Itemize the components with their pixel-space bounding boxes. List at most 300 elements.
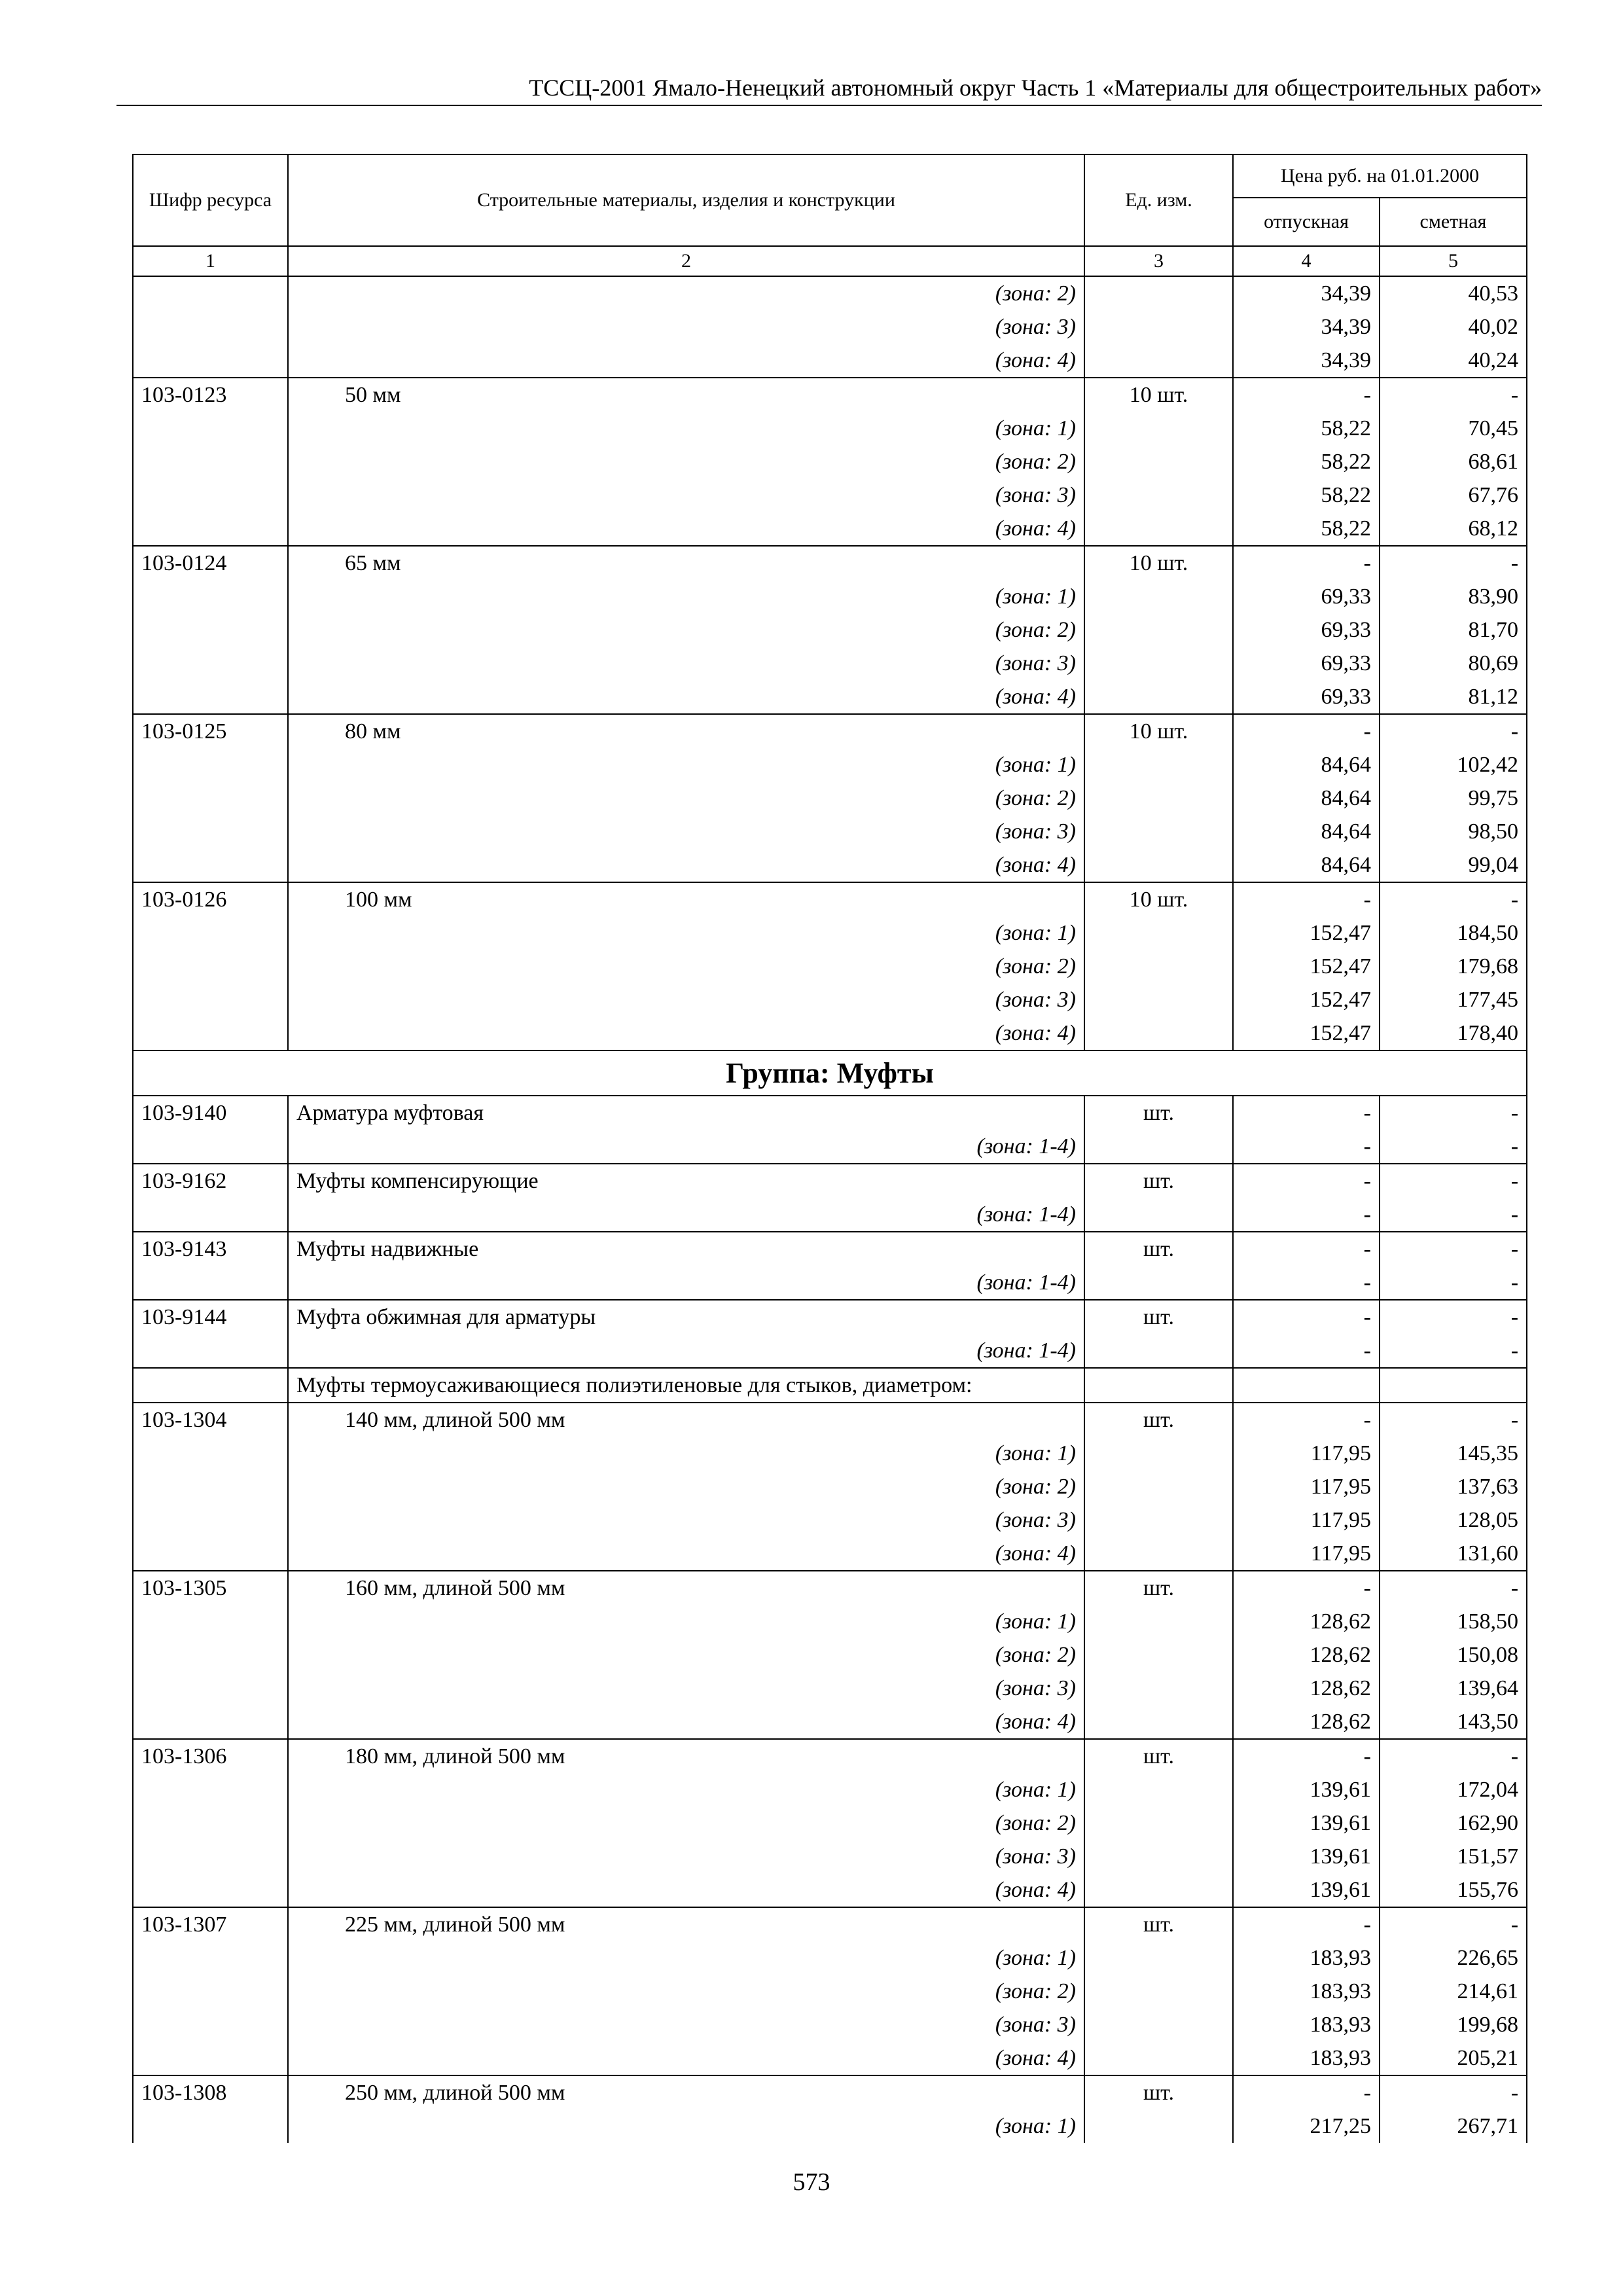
unit-of-measure bbox=[1084, 1605, 1233, 1638]
zone-row bbox=[133, 1537, 1527, 1571]
release-price: 34,39 bbox=[1233, 344, 1380, 378]
resource-code bbox=[133, 1334, 288, 1368]
estimate-price: - bbox=[1380, 1907, 1527, 1941]
table-row bbox=[133, 378, 1527, 412]
resource-code: 103-1308 bbox=[133, 2075, 288, 2109]
release-price: 84,64 bbox=[1233, 815, 1380, 848]
resource-code bbox=[133, 1130, 288, 1164]
zone-label: (зона: 2) bbox=[288, 613, 1084, 647]
unit-of-measure bbox=[1084, 445, 1233, 478]
release-price: - bbox=[1233, 1739, 1380, 1773]
zone-row bbox=[133, 916, 1527, 950]
column-number: 2 bbox=[288, 246, 1084, 276]
release-price: 183,93 bbox=[1233, 2008, 1380, 2041]
zone-row bbox=[133, 1266, 1527, 1300]
estimate-price bbox=[1380, 1368, 1527, 1403]
unit-of-measure bbox=[1084, 815, 1233, 848]
release-price: 34,39 bbox=[1233, 276, 1380, 310]
resource-code bbox=[133, 916, 288, 950]
zone-label: (зона: 1) bbox=[288, 580, 1084, 613]
unit-of-measure bbox=[1084, 2008, 1233, 2041]
table-body bbox=[133, 276, 1527, 2143]
zone-row bbox=[133, 512, 1527, 546]
zone-label: (зона: 2) bbox=[288, 1470, 1084, 1503]
release-price: 117,95 bbox=[1233, 1470, 1380, 1503]
resource-code bbox=[133, 848, 288, 882]
zone-row bbox=[133, 580, 1527, 613]
unit-of-measure bbox=[1084, 478, 1233, 512]
header-estimate-price: сметная bbox=[1380, 198, 1527, 246]
unit-of-measure bbox=[1084, 1840, 1233, 1873]
zone-label: (зона: 4) bbox=[288, 512, 1084, 546]
group-heading-row bbox=[133, 1050, 1527, 1096]
header-unit: Ед. изм. bbox=[1084, 154, 1233, 246]
estimate-price: 99,75 bbox=[1380, 781, 1527, 815]
unit-of-measure bbox=[1084, 1437, 1233, 1470]
table-row bbox=[133, 1739, 1527, 1773]
zone-row bbox=[133, 276, 1527, 310]
unit-of-measure bbox=[1084, 2109, 1233, 2143]
release-price: 139,61 bbox=[1233, 1806, 1380, 1840]
zone-label: (зона: 1-4) bbox=[288, 1198, 1084, 1232]
zone-row bbox=[133, 1198, 1527, 1232]
estimate-price: 83,90 bbox=[1380, 580, 1527, 613]
estimate-price: - bbox=[1380, 2075, 1527, 2109]
estimate-price: 162,90 bbox=[1380, 1806, 1527, 1840]
estimate-price: 214,61 bbox=[1380, 1975, 1527, 2008]
header-name: Строительные материалы, изделия и конструкции bbox=[288, 154, 1084, 246]
resource-code bbox=[133, 1773, 288, 1806]
zone-label: (зона: 1-4) bbox=[288, 1266, 1084, 1300]
zone-label: (зона: 4) bbox=[288, 1016, 1084, 1050]
release-price: 69,33 bbox=[1233, 580, 1380, 613]
estimate-price: 70,45 bbox=[1380, 412, 1527, 445]
unit-of-measure bbox=[1084, 412, 1233, 445]
release-price: 183,93 bbox=[1233, 1941, 1380, 1975]
unit-of-measure bbox=[1084, 916, 1233, 950]
estimate-price: 40,02 bbox=[1380, 310, 1527, 344]
resource-code bbox=[133, 680, 288, 714]
zone-label: (зона: 1) bbox=[288, 1941, 1084, 1975]
release-price: 152,47 bbox=[1233, 950, 1380, 983]
zone-row bbox=[133, 1130, 1527, 1164]
unit-of-measure bbox=[1084, 344, 1233, 378]
release-price: 58,22 bbox=[1233, 478, 1380, 512]
zone-row bbox=[133, 412, 1527, 445]
estimate-price: - bbox=[1380, 378, 1527, 412]
unit-of-measure bbox=[1084, 613, 1233, 647]
unit-of-measure bbox=[1084, 1334, 1233, 1368]
resource-code bbox=[133, 512, 288, 546]
resource-code: 103-0126 bbox=[133, 882, 288, 916]
zone-label: (зона: 2) bbox=[288, 276, 1084, 310]
estimate-price: 40,53 bbox=[1380, 276, 1527, 310]
unit-of-measure: шт. bbox=[1084, 1571, 1233, 1605]
table-header bbox=[133, 154, 1527, 276]
resource-code bbox=[133, 1840, 288, 1873]
zone-label: (зона: 4) bbox=[288, 1537, 1084, 1571]
resource-code: 103-9144 bbox=[133, 1300, 288, 1334]
unit-of-measure: 10 шт. bbox=[1084, 546, 1233, 580]
unit-of-measure bbox=[1084, 848, 1233, 882]
resource-code bbox=[133, 445, 288, 478]
unit-of-measure bbox=[1084, 276, 1233, 310]
unit-of-measure bbox=[1084, 1672, 1233, 1705]
release-price: - bbox=[1233, 1266, 1380, 1300]
zone-label: (зона: 3) bbox=[288, 310, 1084, 344]
resource-code bbox=[133, 412, 288, 445]
release-price: - bbox=[1233, 2075, 1380, 2109]
table-row bbox=[133, 1403, 1527, 1437]
estimate-price: - bbox=[1380, 1198, 1527, 1232]
unit-of-measure bbox=[1084, 647, 1233, 680]
estimate-price: 139,64 bbox=[1380, 1672, 1527, 1705]
resource-code bbox=[133, 344, 288, 378]
release-price: - bbox=[1233, 1300, 1380, 1334]
column-number: 4 bbox=[1233, 246, 1380, 276]
zone-label: (зона: 1) bbox=[288, 1437, 1084, 1470]
unit-of-measure bbox=[1084, 2041, 1233, 2075]
zone-label: (зона: 3) bbox=[288, 983, 1084, 1016]
release-price: - bbox=[1233, 714, 1380, 748]
material-name: Муфта обжимная для арматуры bbox=[288, 1300, 1084, 1334]
zone-label: (зона: 4) bbox=[288, 2041, 1084, 2075]
unit-of-measure bbox=[1084, 1537, 1233, 1571]
resource-code: 103-9162 bbox=[133, 1164, 288, 1198]
table-row bbox=[133, 1368, 1527, 1403]
column-number: 5 bbox=[1380, 246, 1527, 276]
zone-row bbox=[133, 1705, 1527, 1739]
resource-code bbox=[133, 478, 288, 512]
zone-row bbox=[133, 310, 1527, 344]
estimate-price: 199,68 bbox=[1380, 2008, 1527, 2041]
unit-of-measure bbox=[1084, 580, 1233, 613]
zone-label: (зона: 2) bbox=[288, 1806, 1084, 1840]
material-name: 50 мм bbox=[288, 378, 1084, 412]
page-number: 573 bbox=[793, 2168, 830, 2196]
material-name: 160 мм, длиной 500 мм bbox=[288, 1571, 1084, 1605]
group-heading: Группа: Муфты bbox=[133, 1050, 1527, 1096]
resource-code bbox=[133, 1368, 288, 1403]
zone-row bbox=[133, 680, 1527, 714]
unit-of-measure: шт. bbox=[1084, 1739, 1233, 1773]
estimate-price: 178,40 bbox=[1380, 1016, 1527, 1050]
estimate-price: - bbox=[1380, 882, 1527, 916]
zone-row bbox=[133, 1941, 1527, 1975]
estimate-price: 68,12 bbox=[1380, 512, 1527, 546]
unit-of-measure bbox=[1084, 1705, 1233, 1739]
release-price: 139,61 bbox=[1233, 1840, 1380, 1873]
release-price: 58,22 bbox=[1233, 445, 1380, 478]
page-header-title: ТССЦ-2001 Ямало-Ненецкий автономный округ Часть 1 «Материалы для общестроительных работ» bbox=[529, 75, 1542, 101]
material-name: 100 мм bbox=[288, 882, 1084, 916]
resource-code bbox=[133, 1605, 288, 1638]
estimate-price: 177,45 bbox=[1380, 983, 1527, 1016]
zone-row bbox=[133, 815, 1527, 848]
table-row bbox=[133, 1164, 1527, 1198]
release-price: 152,47 bbox=[1233, 1016, 1380, 1050]
table-row bbox=[133, 546, 1527, 580]
zone-label: (зона: 2) bbox=[288, 950, 1084, 983]
zone-label: (зона: 2) bbox=[288, 1975, 1084, 2008]
table-row bbox=[133, 1300, 1527, 1334]
unit-of-measure bbox=[1084, 781, 1233, 815]
unit-of-measure bbox=[1084, 983, 1233, 1016]
resource-code: 103-1304 bbox=[133, 1403, 288, 1437]
unit-of-measure: 10 шт. bbox=[1084, 714, 1233, 748]
release-price: 183,93 bbox=[1233, 2041, 1380, 2075]
unit-of-measure bbox=[1084, 1873, 1233, 1907]
unit-of-measure: шт. bbox=[1084, 1403, 1233, 1437]
resource-code: 103-0123 bbox=[133, 378, 288, 412]
resource-code: 103-0125 bbox=[133, 714, 288, 748]
estimate-price: - bbox=[1380, 1266, 1527, 1300]
release-price: 139,61 bbox=[1233, 1773, 1380, 1806]
resource-code bbox=[133, 1016, 288, 1050]
resource-code bbox=[133, 1470, 288, 1503]
resource-code: 103-0124 bbox=[133, 546, 288, 580]
material-name: 250 мм, длиной 500 мм bbox=[288, 2075, 1084, 2109]
release-price: 34,39 bbox=[1233, 310, 1380, 344]
release-price: 84,64 bbox=[1233, 848, 1380, 882]
release-price: 183,93 bbox=[1233, 1975, 1380, 2008]
release-price: - bbox=[1233, 1198, 1380, 1232]
zone-label: (зона: 4) bbox=[288, 848, 1084, 882]
unit-of-measure bbox=[1084, 1503, 1233, 1537]
table-row bbox=[133, 2075, 1527, 2109]
estimate-price: 158,50 bbox=[1380, 1605, 1527, 1638]
resource-code bbox=[133, 1537, 288, 1571]
zone-label: (зона: 1) bbox=[288, 1773, 1084, 1806]
release-price: 58,22 bbox=[1233, 512, 1380, 546]
zone-row bbox=[133, 848, 1527, 882]
unit-of-measure: шт. bbox=[1084, 1164, 1233, 1198]
unit-of-measure bbox=[1084, 680, 1233, 714]
resource-code bbox=[133, 748, 288, 781]
resource-code bbox=[133, 1503, 288, 1537]
unit-of-measure: шт. bbox=[1084, 1300, 1233, 1334]
release-price: - bbox=[1233, 378, 1380, 412]
release-price: 128,62 bbox=[1233, 1605, 1380, 1638]
table-row bbox=[133, 1907, 1527, 1941]
zone-label: (зона: 1) bbox=[288, 748, 1084, 781]
resource-code bbox=[133, 1266, 288, 1300]
release-price: - bbox=[1233, 1232, 1380, 1266]
table-row bbox=[133, 1096, 1527, 1130]
resource-code: 103-1306 bbox=[133, 1739, 288, 1773]
release-price: - bbox=[1233, 882, 1380, 916]
release-price: 84,64 bbox=[1233, 748, 1380, 781]
release-price bbox=[1233, 1368, 1380, 1403]
zone-row bbox=[133, 983, 1527, 1016]
zone-label: (зона: 3) bbox=[288, 478, 1084, 512]
material-name: Арматура муфтовая bbox=[288, 1096, 1084, 1130]
resource-code bbox=[133, 2041, 288, 2075]
zone-row bbox=[133, 1975, 1527, 2008]
zone-label: (зона: 1-4) bbox=[288, 1334, 1084, 1368]
resource-code: 103-1305 bbox=[133, 1571, 288, 1605]
zone-label: (зона: 3) bbox=[288, 1840, 1084, 1873]
release-price: 117,95 bbox=[1233, 1437, 1380, 1470]
zone-row bbox=[133, 647, 1527, 680]
material-name: Муфты термоусаживающиеся полиэтиленовые для стыков, диаметром: bbox=[288, 1368, 1084, 1403]
release-price: - bbox=[1233, 1334, 1380, 1368]
estimate-price: 98,50 bbox=[1380, 815, 1527, 848]
resource-code bbox=[133, 1198, 288, 1232]
column-number: 1 bbox=[133, 246, 288, 276]
unit-of-measure bbox=[1084, 1130, 1233, 1164]
estimate-price: 81,70 bbox=[1380, 613, 1527, 647]
table-row bbox=[133, 1571, 1527, 1605]
estimate-price: - bbox=[1380, 1739, 1527, 1773]
estimate-price: 179,68 bbox=[1380, 950, 1527, 983]
zone-label: (зона: 1) bbox=[288, 2109, 1084, 2143]
estimate-price: - bbox=[1380, 1571, 1527, 1605]
unit-of-measure: 10 шт. bbox=[1084, 378, 1233, 412]
zone-row bbox=[133, 613, 1527, 647]
estimate-price: - bbox=[1380, 1096, 1527, 1130]
estimate-price: - bbox=[1380, 1130, 1527, 1164]
release-price: 128,62 bbox=[1233, 1672, 1380, 1705]
estimate-price: 137,63 bbox=[1380, 1470, 1527, 1503]
unit-of-measure bbox=[1084, 1198, 1233, 1232]
zone-row bbox=[133, 1503, 1527, 1537]
zone-row bbox=[133, 2008, 1527, 2041]
zone-row bbox=[133, 344, 1527, 378]
estimate-price: 151,57 bbox=[1380, 1840, 1527, 1873]
zone-row bbox=[133, 445, 1527, 478]
material-name: 180 мм, длиной 500 мм bbox=[288, 1739, 1084, 1773]
zone-row bbox=[133, 1840, 1527, 1873]
resource-code bbox=[133, 950, 288, 983]
estimate-price: - bbox=[1380, 1164, 1527, 1198]
zone-row bbox=[133, 2041, 1527, 2075]
resource-code bbox=[133, 983, 288, 1016]
release-price: 139,61 bbox=[1233, 1873, 1380, 1907]
unit-of-measure bbox=[1084, 1941, 1233, 1975]
estimate-price: 99,04 bbox=[1380, 848, 1527, 882]
material-name: 65 мм bbox=[288, 546, 1084, 580]
release-price: 84,64 bbox=[1233, 781, 1380, 815]
zone-row bbox=[133, 781, 1527, 815]
estimate-price: - bbox=[1380, 714, 1527, 748]
resource-code bbox=[133, 1806, 288, 1840]
resource-code bbox=[133, 2008, 288, 2041]
release-price: 117,95 bbox=[1233, 1503, 1380, 1537]
estimate-price: 68,61 bbox=[1380, 445, 1527, 478]
release-price: - bbox=[1233, 1164, 1380, 1198]
resource-code bbox=[133, 1672, 288, 1705]
unit-of-measure bbox=[1084, 1266, 1233, 1300]
zone-label: (зона: 3) bbox=[288, 1672, 1084, 1705]
zone-row bbox=[133, 478, 1527, 512]
zone-label: (зона: 1) bbox=[288, 916, 1084, 950]
release-price: - bbox=[1233, 1907, 1380, 1941]
unit-of-measure bbox=[1084, 1975, 1233, 2008]
resource-code bbox=[133, 815, 288, 848]
zone-label: (зона: 4) bbox=[288, 1705, 1084, 1739]
zone-row bbox=[133, 1605, 1527, 1638]
zone-row bbox=[133, 2109, 1527, 2143]
table-row bbox=[133, 882, 1527, 916]
resource-code bbox=[133, 1705, 288, 1739]
zone-row bbox=[133, 1470, 1527, 1503]
release-price: 69,33 bbox=[1233, 647, 1380, 680]
price-table bbox=[132, 154, 1527, 2143]
material-name: 80 мм bbox=[288, 714, 1084, 748]
unit-of-measure bbox=[1084, 310, 1233, 344]
material-name: Муфты компенсирующие bbox=[288, 1164, 1084, 1198]
release-price: 117,95 bbox=[1233, 1537, 1380, 1571]
unit-of-measure bbox=[1084, 1368, 1233, 1403]
release-price: 128,62 bbox=[1233, 1705, 1380, 1739]
zone-row bbox=[133, 950, 1527, 983]
release-price: 152,47 bbox=[1233, 983, 1380, 1016]
estimate-price: - bbox=[1380, 1232, 1527, 1266]
zone-label: (зона: 4) bbox=[288, 680, 1084, 714]
release-price: 69,33 bbox=[1233, 613, 1380, 647]
estimate-price: - bbox=[1380, 1334, 1527, 1368]
estimate-price: 155,76 bbox=[1380, 1873, 1527, 1907]
estimate-price: 150,08 bbox=[1380, 1638, 1527, 1672]
zone-label: (зона: 3) bbox=[288, 1503, 1084, 1537]
resource-code bbox=[133, 276, 288, 310]
zone-row bbox=[133, 1806, 1527, 1840]
release-price: 152,47 bbox=[1233, 916, 1380, 950]
zone-label: (зона: 1-4) bbox=[288, 1130, 1084, 1164]
unit-of-measure: шт. bbox=[1084, 1096, 1233, 1130]
resource-code bbox=[133, 1873, 288, 1907]
resource-code bbox=[133, 2109, 288, 2143]
unit-of-measure bbox=[1084, 1773, 1233, 1806]
material-name: 140 мм, длиной 500 мм bbox=[288, 1403, 1084, 1437]
zone-label: (зона: 1) bbox=[288, 1605, 1084, 1638]
resource-code bbox=[133, 1437, 288, 1470]
unit-of-measure bbox=[1084, 1638, 1233, 1672]
zone-row bbox=[133, 1773, 1527, 1806]
zone-row bbox=[133, 1638, 1527, 1672]
resource-code bbox=[133, 647, 288, 680]
estimate-price: 128,05 bbox=[1380, 1503, 1527, 1537]
unit-of-measure bbox=[1084, 512, 1233, 546]
estimate-price: 131,60 bbox=[1380, 1537, 1527, 1571]
resource-code: 103-1307 bbox=[133, 1907, 288, 1941]
zone-label: (зона: 3) bbox=[288, 2008, 1084, 2041]
material-name: Муфты надвижные bbox=[288, 1232, 1084, 1266]
zone-row bbox=[133, 1437, 1527, 1470]
estimate-price: 172,04 bbox=[1380, 1773, 1527, 1806]
estimate-price: 184,50 bbox=[1380, 916, 1527, 950]
release-price: - bbox=[1233, 1130, 1380, 1164]
estimate-price: 143,50 bbox=[1380, 1705, 1527, 1739]
resource-code bbox=[133, 1638, 288, 1672]
header-price-group: Цена руб. на 01.01.2000 bbox=[1233, 154, 1527, 198]
estimate-price: 81,12 bbox=[1380, 680, 1527, 714]
estimate-price: 226,65 bbox=[1380, 1941, 1527, 1975]
estimate-price: 145,35 bbox=[1380, 1437, 1527, 1470]
header-rule bbox=[116, 105, 1542, 106]
estimate-price: 267,71 bbox=[1380, 2109, 1527, 2143]
column-number: 3 bbox=[1084, 246, 1233, 276]
zone-label: (зона: 3) bbox=[288, 815, 1084, 848]
estimate-price: 40,24 bbox=[1380, 344, 1527, 378]
release-price: 128,62 bbox=[1233, 1638, 1380, 1672]
unit-of-measure bbox=[1084, 950, 1233, 983]
zone-row bbox=[133, 1334, 1527, 1368]
material-name: 225 мм, длиной 500 мм bbox=[288, 1907, 1084, 1941]
release-price: - bbox=[1233, 1403, 1380, 1437]
table-row bbox=[133, 714, 1527, 748]
